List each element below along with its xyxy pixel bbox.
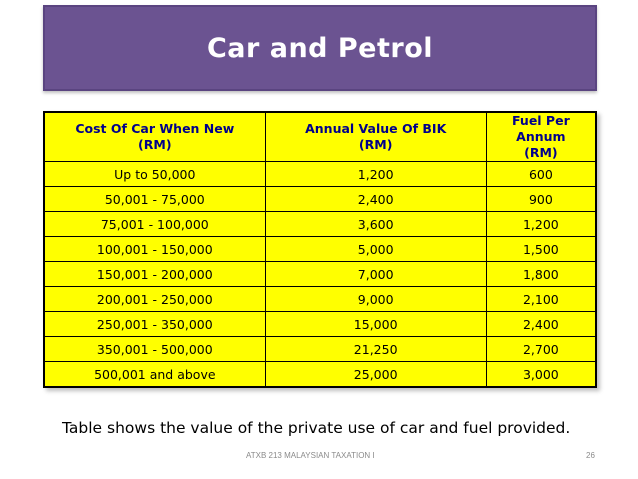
bik-value-cell: 2,400 — [265, 187, 486, 212]
table-caption: Table shows the value of the private use of car and fuel provided. — [62, 419, 571, 437]
fuel-value-cell: 2,400 — [486, 312, 596, 337]
cost-cell: 500,001 and above — [44, 362, 265, 388]
table-row — [44, 212, 596, 237]
table-row — [44, 262, 596, 287]
fuel-value-cell: 1,800 — [486, 262, 596, 287]
bik-value-cell: 25,000 — [265, 362, 486, 388]
header-fuel: Fuel Per Annum (RM) — [486, 112, 596, 162]
table-row — [44, 237, 596, 262]
fuel-value-cell: 900 — [486, 187, 596, 212]
fuel-value-cell: 1,500 — [486, 237, 596, 262]
fuel-value-cell: 600 — [486, 162, 596, 187]
fuel-value-cell: 2,700 — [486, 337, 596, 362]
bik-value-cell: 15,000 — [265, 312, 486, 337]
cost-cell: 50,001 - 75,000 — [44, 187, 265, 212]
slide-footer — [0, 451, 638, 465]
cost-cell: 100,001 - 150,000 — [44, 237, 265, 262]
bik-value-cell: 5,000 — [265, 237, 486, 262]
title-bar — [43, 5, 597, 91]
bik-value-cell: 21,250 — [265, 337, 486, 362]
table-row — [44, 162, 596, 187]
bik-value-cell: 7,000 — [265, 262, 486, 287]
bik-value-cell: 3,600 — [265, 212, 486, 237]
bik-value-cell: 9,000 — [265, 287, 486, 312]
fuel-value-cell: 1,200 — [486, 212, 596, 237]
fuel-value-cell: 3,000 — [486, 362, 596, 388]
cost-cell: 200,001 - 250,000 — [44, 287, 265, 312]
header-cost-of-car: Cost Of Car When New (RM) — [44, 112, 265, 162]
table-header-row — [44, 112, 596, 162]
cost-cell: 75,001 - 100,000 — [44, 212, 265, 237]
fuel-value-cell: 2,100 — [486, 287, 596, 312]
cost-cell: 150,001 - 200,000 — [44, 262, 265, 287]
slide-title: Car and Petrol — [206, 32, 434, 64]
table-row — [44, 362, 596, 388]
footer-course-text: ATXB 213 MALAYSIAN TAXATION I — [246, 451, 375, 460]
cost-cell: Up to 50,000 — [44, 162, 265, 187]
cost-cell: 250,001 - 350,000 — [44, 312, 265, 337]
table-row — [44, 337, 596, 362]
page-number: 26 — [586, 451, 595, 460]
header-annual-value: Annual Value Of BIK (RM) — [265, 112, 486, 162]
bik-value-cell: 1,200 — [265, 162, 486, 187]
cost-cell: 350,001 - 500,000 — [44, 337, 265, 362]
bik-table — [43, 111, 597, 388]
table-row — [44, 312, 596, 337]
table-row — [44, 287, 596, 312]
table-row — [44, 187, 596, 212]
